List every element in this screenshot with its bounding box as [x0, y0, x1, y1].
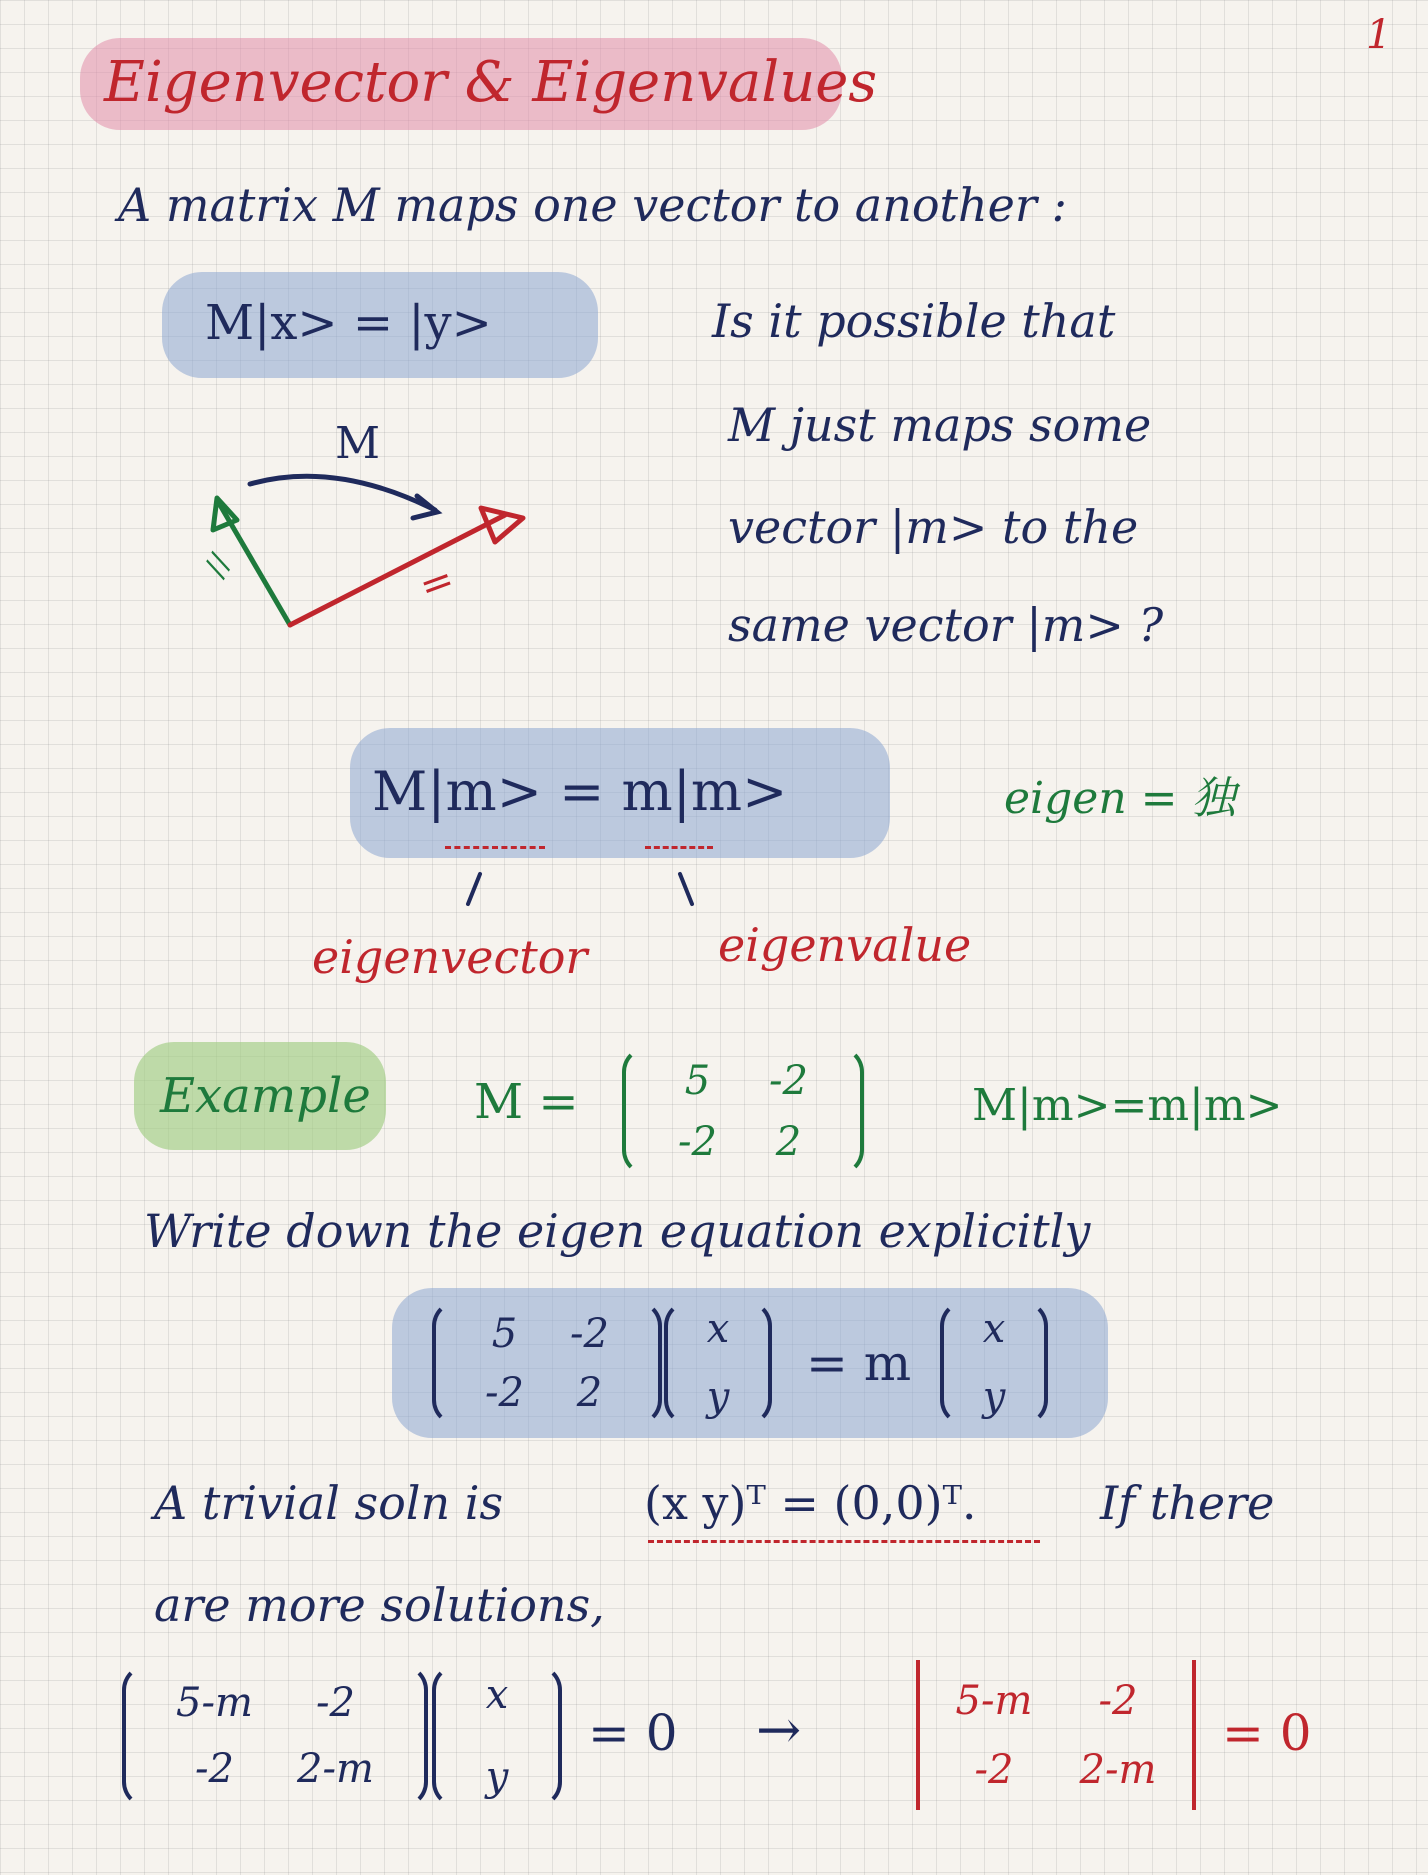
map-equation: M|x> = |y>	[205, 295, 492, 351]
diagram-label-m: M	[335, 418, 381, 469]
final-eq-zero: = 0	[588, 1704, 678, 1762]
explicit-vector: x y	[664, 1300, 772, 1426]
red-arrowhead	[481, 508, 523, 542]
example-tag: Example	[160, 1068, 371, 1124]
final-matrix: 5-m -2 -2 2-m	[122, 1664, 428, 1808]
question-line-2: M just maps some	[728, 398, 1152, 452]
example-eigen-eq: M|m>=m|m>	[972, 1080, 1283, 1131]
determinant-eq-zero: = 0	[1222, 1704, 1312, 1762]
intro-text: A matrix M maps one vector to another :	[118, 178, 1067, 232]
final-vector: x y	[432, 1664, 562, 1808]
question-line-4: same vector |m> ?	[728, 598, 1164, 652]
red-vector	[290, 515, 505, 625]
eigenvector-label: eigenvector	[312, 930, 588, 984]
page-number: 1	[1366, 12, 1392, 58]
vector-diagram	[195, 460, 535, 640]
implies-arrow-icon: →	[756, 1698, 802, 1761]
green-tick-marks: //	[197, 547, 239, 584]
determinant: 5-m -2 -2 2-m	[912, 1660, 1200, 1810]
trivial-solution: (x y)ᵀ = (0,0)ᵀ.	[644, 1476, 977, 1530]
eigen-note: eigen = 独	[1004, 773, 1236, 824]
example-m-eq: M =	[474, 1074, 579, 1130]
curved-arrow	[250, 476, 435, 510]
trivial-solution-underline	[648, 1540, 1040, 1543]
example-matrix: 5 -2 -2 2	[622, 1046, 864, 1176]
explicit-eq-m: = m	[806, 1334, 912, 1392]
trivial-text: A trivial soln is	[154, 1476, 504, 1530]
eigen-equation: M|m> = m|m>	[372, 760, 788, 823]
label-pointers	[460, 868, 700, 918]
question-line-1: Is it possible that	[712, 294, 1116, 348]
trivial-rest: If there	[1100, 1476, 1275, 1530]
eigenvector-underline	[445, 846, 545, 849]
eigenvalue-underline	[645, 846, 713, 849]
question-line-3: vector |m> to the	[728, 500, 1139, 554]
write-down-text: Write down the eigen equation explicitly	[144, 1204, 1091, 1258]
eigenvalue-label: eigenvalue	[718, 918, 972, 972]
more-solutions-text: are more solutions,	[154, 1578, 605, 1632]
explicit-vector-2: x y	[940, 1300, 1048, 1426]
explicit-matrix: 5 -2 -2 2	[432, 1300, 662, 1426]
red-tick-marks: =	[413, 555, 461, 611]
page-title: Eigenvector & Eigenvalues	[104, 50, 878, 115]
